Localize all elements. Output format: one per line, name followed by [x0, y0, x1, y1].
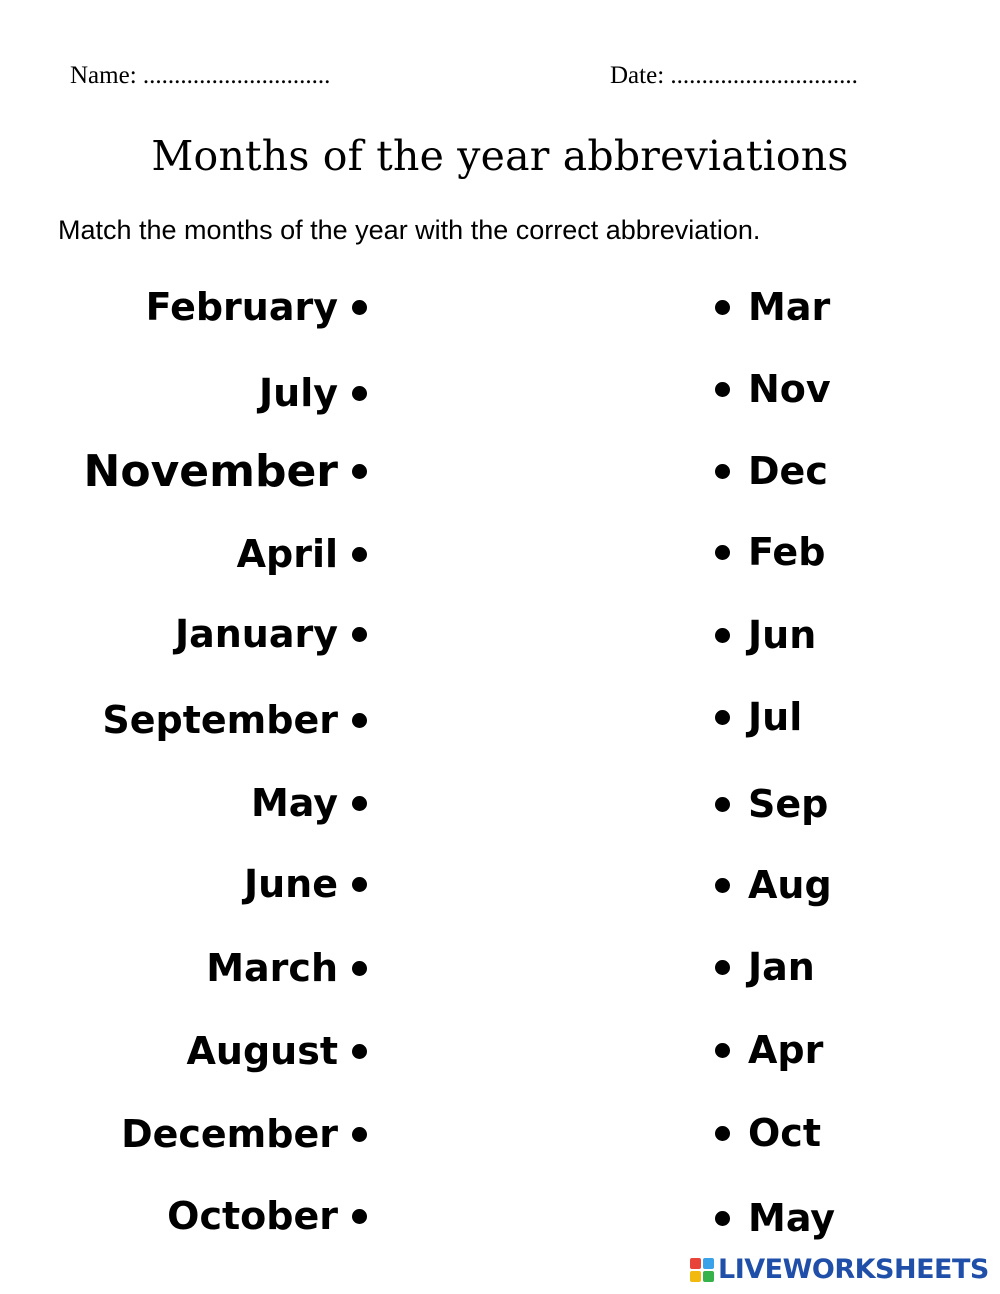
logo-square [703, 1271, 714, 1282]
month-item[interactable] [259, 368, 375, 418]
month-item[interactable] [146, 282, 375, 332]
match-dot[interactable] [352, 713, 367, 728]
month-item[interactable] [167, 1191, 375, 1241]
month-label: March [206, 946, 338, 990]
match-dot[interactable] [715, 300, 730, 315]
abbreviation-item[interactable] [700, 282, 830, 332]
abbreviation-item[interactable] [700, 610, 816, 660]
month-item[interactable] [237, 529, 375, 579]
match-dot[interactable] [352, 796, 367, 811]
month-label: May [250, 781, 338, 825]
match-dot[interactable] [715, 710, 730, 725]
month-item[interactable] [175, 609, 375, 659]
months-column [0, 0, 375, 1294]
abbreviation-item[interactable] [700, 1025, 823, 1075]
abbreviation-label: Mar [748, 285, 831, 329]
abbreviations-column [700, 0, 940, 1294]
abbreviation-item[interactable] [700, 527, 825, 577]
month-item[interactable] [84, 446, 375, 496]
liveworksheets-logo [690, 1254, 989, 1285]
match-dot[interactable] [715, 1126, 730, 1141]
match-dot[interactable] [352, 1044, 367, 1059]
abbreviation-item[interactable] [700, 446, 828, 496]
match-dot[interactable] [352, 1127, 367, 1142]
month-label: November [83, 445, 338, 497]
abbreviation-item[interactable] [700, 692, 802, 742]
month-label: April [236, 532, 338, 576]
logo-square [690, 1271, 701, 1282]
logo-square [690, 1258, 701, 1269]
abbreviation-label: Dec [748, 449, 828, 493]
logo-icon [690, 1258, 714, 1282]
month-label: October [167, 1194, 338, 1238]
abbreviation-label: Oct [748, 1111, 821, 1155]
month-label: July [259, 371, 338, 415]
match-dot[interactable] [715, 960, 730, 975]
match-dot[interactable] [352, 1209, 367, 1224]
abbreviation-label: Aug [748, 863, 832, 907]
month-item[interactable] [206, 943, 375, 993]
logo-text: LIVEWORKSHEETS [718, 1254, 989, 1285]
abbreviation-label: Sep [748, 782, 829, 826]
match-dot[interactable] [352, 961, 367, 976]
abbreviation-label: Apr [748, 1028, 824, 1072]
month-label: February [145, 285, 338, 329]
match-dot[interactable] [352, 386, 367, 401]
abbreviation-label: Jul [748, 695, 803, 739]
month-item[interactable] [102, 695, 375, 745]
name-field: Name: .............................. [70, 62, 331, 89]
match-dot[interactable] [352, 877, 367, 892]
month-label: December [121, 1112, 338, 1156]
match-dot[interactable] [715, 382, 730, 397]
match-dot[interactable] [352, 627, 367, 642]
abbreviation-item[interactable] [700, 1193, 835, 1243]
match-dot[interactable] [715, 1211, 730, 1226]
instructions-text: Match the months of the year with the correct abbreviation. [58, 215, 761, 245]
month-label: January [174, 612, 338, 656]
logo-square [703, 1258, 714, 1269]
month-label: September [102, 698, 338, 742]
month-label: June [243, 862, 338, 906]
abbreviation-item[interactable] [700, 1108, 821, 1158]
month-item[interactable] [187, 1026, 376, 1076]
match-dot[interactable] [352, 300, 367, 315]
month-item[interactable] [251, 778, 375, 828]
match-dot[interactable] [352, 464, 367, 479]
match-dot[interactable] [715, 878, 730, 893]
month-item[interactable] [121, 1109, 375, 1159]
abbreviation-item[interactable] [700, 860, 832, 910]
match-dot[interactable] [715, 628, 730, 643]
match-dot[interactable] [715, 464, 730, 479]
match-dot[interactable] [715, 545, 730, 560]
month-label: August [186, 1029, 338, 1073]
match-dot[interactable] [352, 547, 367, 562]
match-dot[interactable] [715, 1043, 730, 1058]
abbreviation-item[interactable] [700, 779, 828, 829]
abbreviation-label: Nov [748, 367, 831, 411]
abbreviation-label: Feb [748, 530, 826, 574]
abbreviation-item[interactable] [700, 942, 815, 992]
month-item[interactable] [244, 859, 375, 909]
abbreviation-label: Jun [748, 613, 817, 657]
match-dot[interactable] [715, 797, 730, 812]
abbreviation-label: Jan [748, 945, 815, 989]
date-field: Date: .............................. [610, 62, 858, 89]
abbreviation-label: May [748, 1196, 836, 1240]
abbreviation-item[interactable] [700, 364, 831, 414]
page-title: Months of the year abbreviations [151, 132, 849, 180]
